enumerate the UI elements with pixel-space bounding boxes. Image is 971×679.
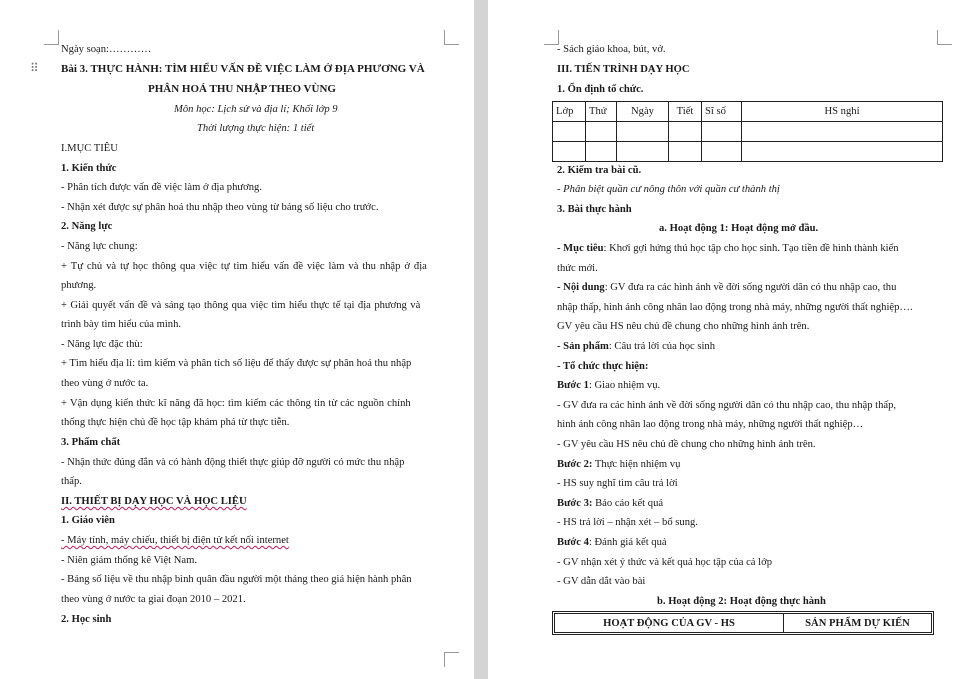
table-cell[interactable]: [702, 122, 742, 142]
table-cell[interactable]: [553, 122, 586, 142]
paragraph: - Phân tích được vấn đề việc làm ở địa phương.: [61, 182, 262, 193]
paragraph: - Niên giám thống kê Việt Nam.: [61, 555, 197, 566]
duration-line: Thời lượng thực hiện: 1 tiết: [197, 123, 315, 134]
margin-corner-mark: [44, 30, 59, 45]
table-row: [553, 102, 943, 122]
document-page-left[interactable]: [0, 0, 474, 679]
paragraph: GV yêu cầu HS nêu chủ đề chung cho những hình ảnh trên.: [557, 321, 810, 332]
text: : Giao nhiệm vụ.: [588, 380, 661, 391]
paragraph: - Nhận thức đúng đắn và có hành động thiết thực giúp đỡ người có mức thu nhập: [61, 457, 405, 468]
paragraph: - Máy tính, máy chiếu, thiết bị điện tử kết nối internet: [61, 535, 289, 546]
subsection-heading: 3. Bài thực hành: [557, 204, 632, 215]
paragraph: [557, 458, 680, 471]
table-header-cell: SẢN PHẨM DỰ KIẾN: [784, 614, 932, 633]
table-cell[interactable]: [669, 142, 702, 162]
subsection-heading: 2. Học sinh: [61, 614, 112, 625]
page-gap: [474, 0, 488, 679]
table-cell[interactable]: [553, 142, 586, 162]
table-cell[interactable]: [586, 122, 617, 142]
margin-corner-mark: [444, 30, 459, 45]
table-header-cell: HS nghỉ: [742, 102, 943, 122]
table-cell[interactable]: [742, 122, 943, 142]
subsection-heading: 3. Phẩm chất: [61, 437, 121, 448]
paragraph: trình bày tìm hiểu của mình.: [61, 319, 182, 330]
paragraph: - GV dẫn dắt vào bài: [557, 576, 646, 587]
paragraph: + Tự chủ và tự học thông qua việc tự tìm hiểu vấn đề việc làm và thu nhập ở địa: [61, 261, 427, 272]
lesson-title-line-2: PHÂN HOÁ THU NHẬP THEO VÙNG: [148, 83, 336, 95]
text: Báo cáo kết quả: [592, 498, 664, 509]
paragraph: [557, 242, 899, 255]
section-heading: II. THIẾT BỊ DẠY HỌC VÀ HỌC LIỆU: [61, 496, 247, 507]
document-page-right[interactable]: [488, 0, 971, 679]
lesson-title-line-1: Bài 3. THỰC HÀNH: TÌM HIỂU VẤN ĐỀ VIỆC LÀM Ở ĐỊA PHƯƠNG VÀ: [61, 63, 425, 75]
table-header-cell: HOẠT ĐỘNG CỦA GV - HS: [555, 614, 784, 633]
paragraph: nhập thấp, hình ảnh công nhân lao động trong nhà máy, những người thất nghiệp….: [557, 302, 913, 313]
table-header-cell: Lớp: [553, 102, 586, 122]
text: : GV đưa ra các hình ảnh về đời sống người dân có thu nhập cao, thu: [604, 282, 897, 293]
paragraph: - HS suy nghĩ tìm câu trả lời: [557, 478, 678, 489]
table-header-cell: Sĩ số: [702, 102, 742, 122]
table-cell[interactable]: [669, 122, 702, 142]
paragraph: - Bảng số liệu về thu nhập bình quân đầu người một tháng theo giá hiện hành phân: [61, 574, 412, 585]
paragraph: - Phân biệt quần cư nông thôn với quần cư thành thị: [557, 184, 780, 195]
table-cell[interactable]: [617, 122, 669, 142]
table-cell[interactable]: [742, 142, 943, 162]
paragraph: thống thực hiện chủ đề học tập khám phá từ thực tiễn.: [61, 417, 290, 428]
table-cell[interactable]: [586, 142, 617, 162]
paragraph: [557, 340, 715, 353]
table-row: [555, 614, 932, 633]
paragraph: - GV yêu cầu HS nêu chủ đề chung cho những hình ảnh trên.: [557, 439, 816, 450]
activity-heading: a. Hoạt động 1: Hoạt động mở đầu.: [659, 223, 819, 234]
text: : Đánh giá kết quả: [588, 537, 667, 548]
paragraph: - Năng lực đặc thù:: [61, 339, 143, 350]
paragraph: theo vùng ở nước ta.: [61, 378, 149, 389]
paragraph: phương.: [61, 280, 97, 291]
label: - Sản phẩm: [557, 341, 609, 352]
text: : Khơi gợi hứng thú học tập cho học sinh. Tạo tiền đề hình thành kiến: [603, 243, 899, 254]
paragraph: thấp.: [61, 476, 82, 487]
paragraph: + Tìm hiểu địa lí: tìm kiếm và phân tích số liệu để thấy được sự phân hoá thu nhập: [61, 358, 412, 369]
attendance-table[interactable]: [552, 101, 943, 162]
paragraph: [557, 497, 663, 510]
subject-line: Môn học: Lịch sử và địa lí; Khối lớp 9: [174, 104, 338, 115]
section-heading: III. TIẾN TRÌNH DẠY HỌC: [557, 64, 690, 75]
paragraph: - Nhận xét được sự phân hoá thu nhập theo vùng từ bảng số liệu cho trước.: [61, 202, 379, 213]
paragraph: - Năng lực chung:: [61, 241, 138, 252]
margin-corner-mark: [444, 652, 459, 667]
paragraph: [557, 379, 660, 392]
paragraph: [557, 536, 667, 549]
label: Bước 1: [557, 380, 589, 391]
table-cell[interactable]: [617, 142, 669, 162]
table-header-cell: Tiết: [669, 102, 702, 122]
paragraph: + Vận dụng kiến thức kĩ năng đã học: tìm kiếm các thông tin từ các nguồn chính: [61, 398, 411, 409]
label: Bước 2:: [557, 459, 593, 470]
paragraph: + Giải quyết vấn đề và sáng tạo thông qua việc tìm hiểu thực tế tại địa phương và: [61, 300, 421, 311]
subsection-heading: 1. Giáo viên: [61, 515, 115, 526]
activity-heading: b. Hoạt động 2: Hoạt động thực hành: [657, 596, 826, 607]
paragraph: theo vùng ở nước ta giai đoạn 2010 – 2021.: [61, 594, 246, 605]
table-row: [553, 122, 943, 142]
paragraph: - Tổ chức thực hiện:: [557, 361, 649, 372]
subsection-heading: 2. Kiểm tra bài cũ.: [557, 165, 642, 176]
drag-handle-icon[interactable]: ⠿: [30, 61, 40, 75]
label: - Nội dung: [557, 282, 605, 293]
paragraph: thức mới.: [557, 263, 598, 274]
paragraph: [557, 281, 896, 294]
table-row: [553, 142, 943, 162]
label: Bước 3:: [557, 498, 593, 509]
subsection-heading: 1. Kiến thức: [61, 163, 117, 174]
subsection-heading: 2. Năng lực: [61, 221, 113, 232]
margin-corner-mark: [937, 30, 952, 45]
table-header-cell: Thứ: [586, 102, 617, 122]
section-heading: I.MỤC TIÊU: [61, 143, 118, 154]
subsection-heading: 1. Ổn định tổ chức.: [557, 84, 644, 95]
text: : Câu trả lời của học sinh: [608, 341, 716, 352]
paragraph: - GV đưa ra các hình ảnh về đời sống người dân có thu nhập cao, thu nhập thấp,: [557, 400, 897, 411]
date-line: Ngày soạn:…………: [61, 44, 152, 55]
table-cell[interactable]: [702, 142, 742, 162]
paragraph: - Sách giáo khoa, bút, vở.: [557, 44, 666, 55]
label: - Mục tiêu: [557, 243, 604, 254]
table-header-cell: Ngày: [617, 102, 669, 122]
label: Bước 4: [557, 537, 589, 548]
text: Thực hiện nhiệm vụ: [592, 459, 681, 470]
paragraph: - HS trả lời – nhận xét – bổ sung.: [557, 517, 698, 528]
paragraph: hình ảnh công nhân lao động trong nhà máy, những người thất nghiệp…: [557, 419, 864, 430]
paragraph: - GV nhận xét ý thức và kết quả học tập của cả lớp: [557, 557, 773, 568]
activity-plan-table[interactable]: [554, 613, 932, 633]
